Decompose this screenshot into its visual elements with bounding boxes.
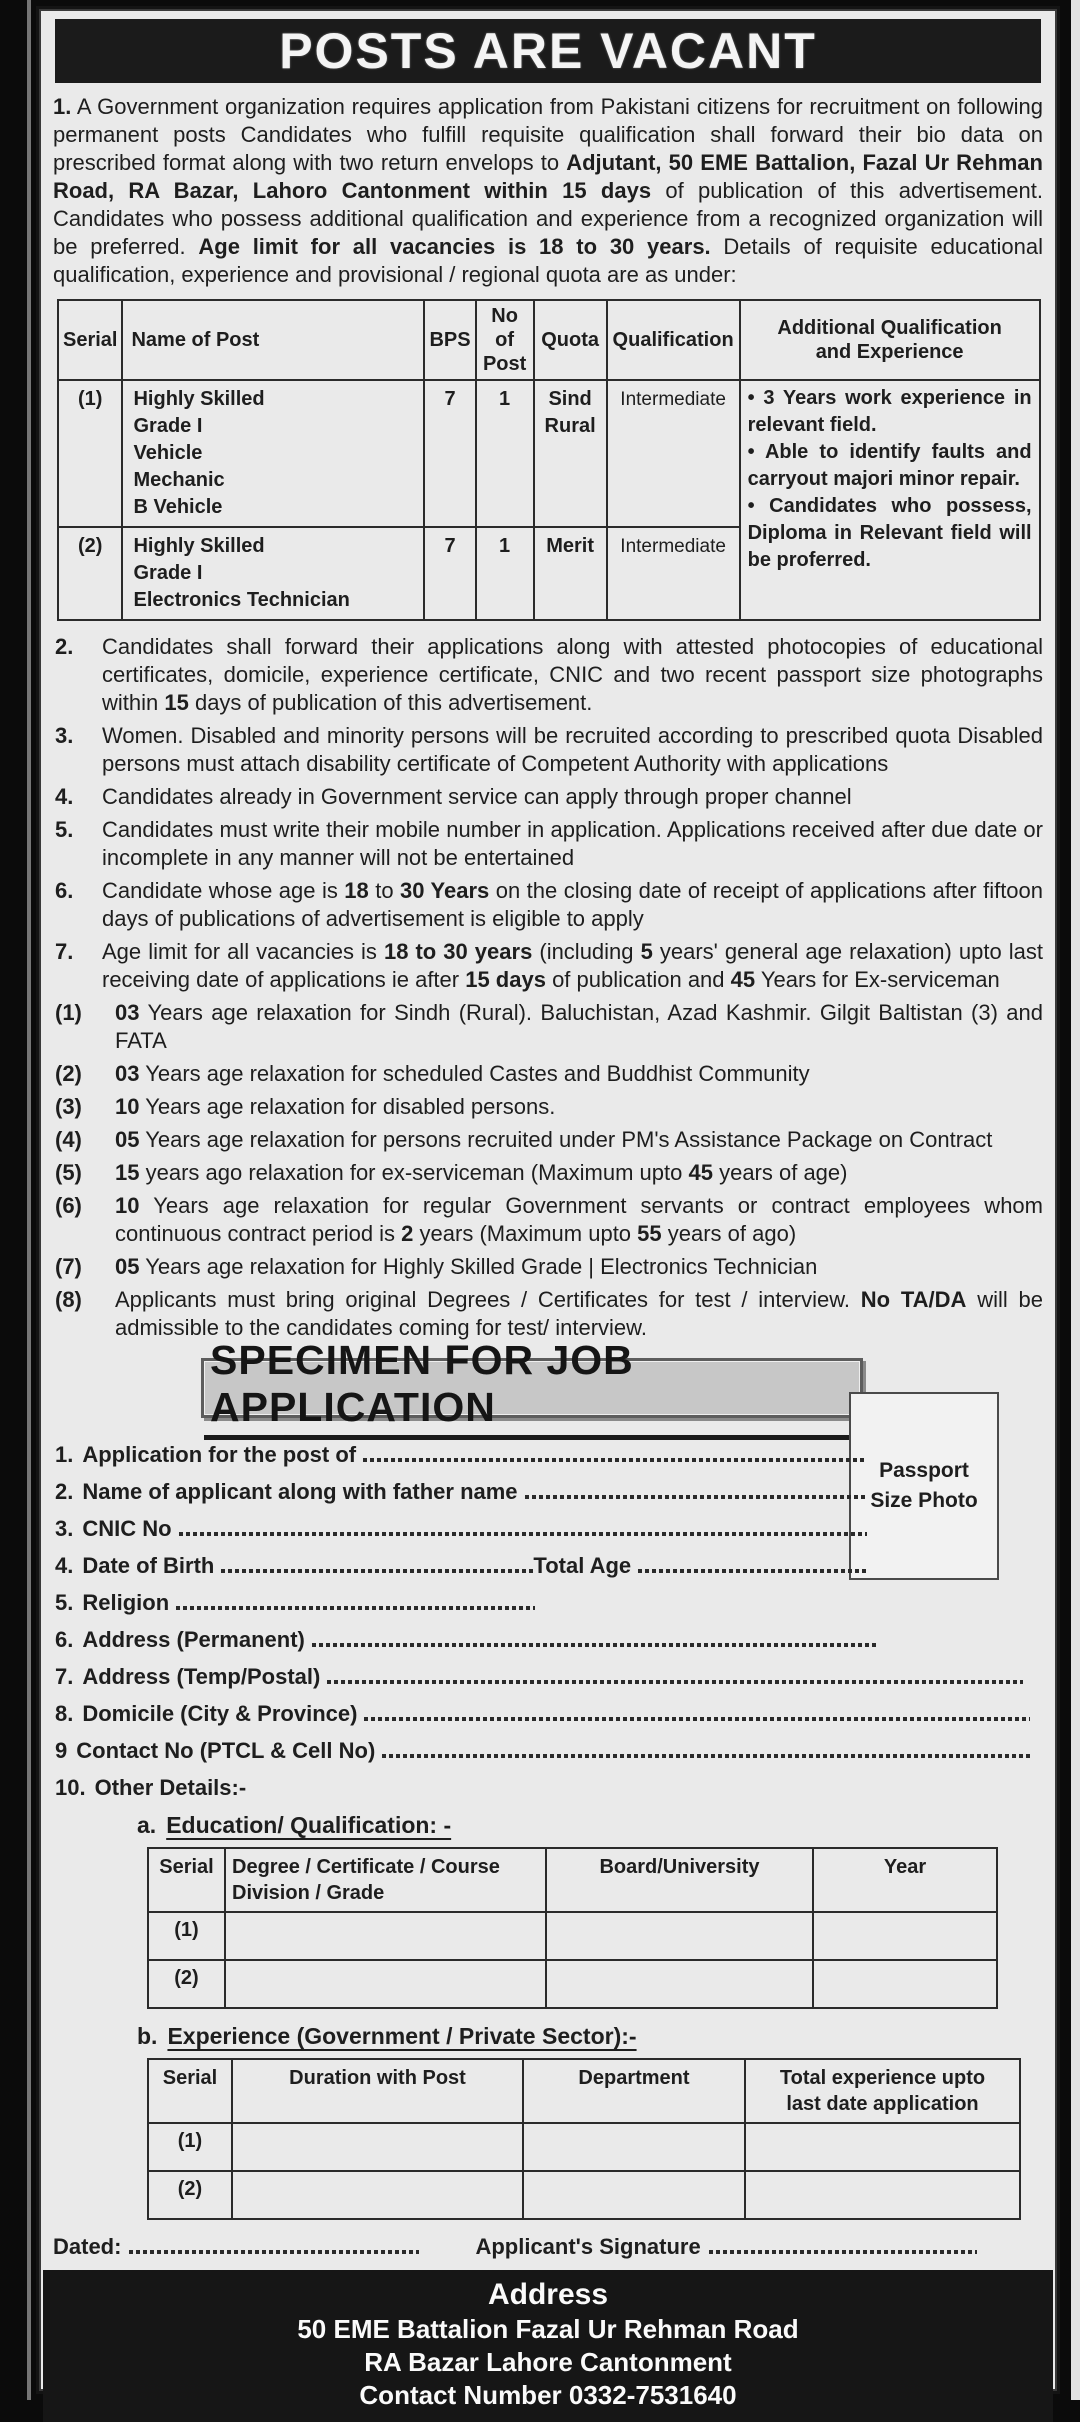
form-line-number: 4. [55,1553,74,1578]
text-segment: 15 [115,1160,140,1185]
posts-table-row [58,380,1040,527]
form-line [55,1664,1023,1689]
passport-box-line: Size Photo [870,1489,978,1512]
posts-table-header: No of Post [476,300,534,380]
serial-cell: (1) [148,2123,232,2171]
form-line [55,1590,535,1615]
sub-point-number: (4) [55,1127,82,1152]
scan-right-edge [1071,0,1080,2400]
empty-cell [546,1960,813,2008]
empty-cell [813,1912,997,1960]
experience-table-header: Department [523,2059,745,2123]
passport-box-line: Passport [879,1459,969,1482]
dated-signature-row [53,2234,1043,2260]
empty-cell [546,1912,813,1960]
relaxation-sub-point [55,1060,1043,1088]
form-field-label: Application for the post of [82,1442,357,1467]
experience-table-header: Duration with Post [232,2059,523,2123]
page-title: POSTS ARE VACANT [279,23,817,79]
posts-table-header: BPS [424,300,475,380]
education-row [148,1960,997,2008]
footer-address-title: Address [487,2278,609,2311]
post-count-cell: 1 [476,380,534,527]
form-fill-line [525,1495,867,1499]
sub-point-text [115,1126,1043,1154]
dated-fill-line [129,2250,419,2254]
form-field-label: Address (Temp/Postal) [82,1664,321,1689]
form-fill-line [638,1569,867,1573]
text-segment: Years age relaxation for Highly Skilled Grade | Electronics Technician [139,1254,818,1279]
form-field-label: Address (Permanent) [82,1627,305,1652]
form-field-label: Domicile (City & Province) [82,1701,358,1726]
sub-point-number: (7) [55,1254,82,1279]
experience-table-header: Serial [148,2059,232,2123]
sub-point-number: (5) [55,1160,82,1185]
text-segment: years' general age relaxation) upto last receiving date of applications ie after [102,939,1043,992]
form-line [55,1738,1030,1763]
form-fill-line [363,1458,867,1462]
text-segment: 15 [164,690,189,715]
sub-point-text [115,1192,1043,1248]
form-line-number: 3. [55,1516,74,1541]
text-segment: Candidate whose age is [102,878,345,903]
relaxation-sub-point [55,999,1043,1055]
text-segment: 45 [688,1160,713,1185]
posts-table-header: Additional Qualification and Experience [740,300,1040,380]
sub-point-text [115,1286,1043,1342]
education-label-title: Education/ Qualification: - [166,1812,452,1838]
text-segment: on the closing date of receipt of applications after fiftoon days of publications of advertisement is eligible to apply [102,878,1044,931]
point-number: 7. [55,939,74,964]
sub-point-number: (1) [55,1000,82,1025]
form-line [55,1479,867,1504]
application-form-section [53,1442,1043,1800]
point-text [102,633,1043,717]
text-segment: Years age relaxation for scheduled Castes and Buddhist Community [139,1061,810,1086]
empty-cell [232,2123,523,2171]
text-segment: Years age relaxation for disabled persons. [139,1094,556,1119]
signature-label: Applicant's Signature [475,2234,701,2259]
sub-point-number: (8) [55,1287,82,1312]
experience-row [148,2123,1020,2171]
relaxation-sub-point [55,1253,1043,1281]
relaxation-sub-point [55,1126,1043,1154]
point-number: 6. [55,878,74,903]
form-field-label: CNIC No [82,1516,172,1541]
education-table-header: Year [813,1848,997,1912]
sub-point-text [115,999,1043,1055]
specimen-title: SPECIMEN FOR JOB APPLICATION [204,1337,860,1440]
form-line-number: 2. [55,1479,74,1504]
form-fill-line [364,1717,1030,1721]
post-qualification-cell: Intermediate [607,527,740,620]
form-fill-line [312,1643,877,1647]
text-segment: 5 [640,939,653,964]
posts-table-header: Qualification [607,300,740,380]
signature-fill-line [709,2250,977,2254]
passport-photo-box [849,1392,999,1580]
empty-cell [225,1912,546,1960]
post-quota-cell: Sind Rural [534,380,607,527]
form-field-label: Contact No (PTCL & Cell No) [76,1738,376,1763]
education-label-prefix: a. [137,1812,157,1838]
education-table-header-row [148,1848,997,1912]
sub-point-number: (6) [55,1193,82,1218]
form-line-number: 7. [55,1664,74,1689]
additional-bullet: • Candidates who possess, Diploma in Relevant field will be proferred. [747,495,1032,571]
relaxation-sub-point [55,1093,1043,1121]
form-field-label: Other Details:- [94,1775,247,1800]
education-table-header: Serial [148,1848,225,1912]
post-additional-cell [740,380,1040,620]
footer-address-line: 50 EME Battalion Fazal Ur Rehman Road [297,2314,799,2344]
form-fill-line [327,1680,1023,1684]
post-name-cell: Highly Skilled Grade I Electronics Technician [122,527,424,620]
post-count-cell: 1 [476,527,534,620]
form-fill-line [176,1606,535,1610]
form-line [55,1701,1030,1726]
experience-table-header: Total experience upto last date application [745,2059,1020,2123]
experience-row [148,2171,1020,2219]
point-text [102,938,1043,994]
form-line-number: 6. [55,1627,74,1652]
form-line-number: 9 [55,1738,68,1763]
intro-paragraph [53,93,1043,289]
empty-cell [232,2171,523,2219]
text-segment: 10 [115,1094,140,1119]
point-number: 3. [55,723,74,748]
relaxation-sub-point [55,1192,1043,1248]
condition-point [55,816,1043,872]
text-segment: Years age relaxation for Sindh (Rural). Baluchistan, Azad Kashmir. Gilgit Baltistan (3) and FATA [115,1000,1043,1053]
form-line [55,1553,867,1578]
form-line-number: 8. [55,1701,74,1726]
text-segment: years (Maximum upto [413,1221,638,1246]
text-segment: of publication of this advertisement. Candidates who possess additional qualification and experience from a recognized organization will be preferred. [53,178,1043,259]
empty-cell [745,2123,1020,2171]
relaxation-sub-point [55,1286,1043,1342]
text-segment: to [368,878,401,903]
text-segment: will be admissible to the candidates coming for test/ interview. [115,1287,1043,1340]
text-segment: years ago relaxation for ex-serviceman (Maximum upto [139,1160,689,1185]
posts-table-header: Serial [58,300,122,380]
sub-point-text [115,1159,1043,1187]
post-qualification-cell: Intermediate [607,380,740,527]
scan-left-edge [27,0,31,2400]
text-segment: 10 [115,1193,140,1218]
education-row [148,1912,997,1960]
advertisement-page [36,6,1060,2410]
additional-bullet: • Able to identify faults and carryout majori minor repair. [747,441,1032,490]
form-fill-line [382,1754,1030,1758]
text-segment: No TA/DA [860,1287,967,1312]
text-segment: 55 [637,1221,662,1246]
education-table [147,1847,998,2009]
text-segment: Candidates already in Government service can apply through proper channel [102,784,852,809]
text-segment: 05 [115,1254,140,1279]
empty-cell [813,1960,997,2008]
experience-label-title: Experience (Government / Private Sector):- [167,2023,637,2049]
sub-point-number: (2) [55,1061,82,1086]
text-segment: A Government organization requires application from Pakistani citizens for recruitment on following permanent posts Candidates who fulfill requisite qualification shall forward their bio data on prescribed format along with two return envelops to [53,94,1043,175]
form-field-label: Date of Birth [82,1553,215,1578]
intro-number: 1. [53,94,72,119]
text-segment: Adjutant, 50 EME Battalion, Fazal Ur Rehman Road, RA Bazar, Lahoro Cantonment within 15 days [53,150,1043,203]
posts-table [57,299,1041,621]
experience-table [147,2058,1021,2220]
text-segment: 05 [115,1127,140,1152]
form-line [55,1627,877,1652]
text-segment: Age limit for all vacancies is 18 to 30 years. [198,234,711,259]
text-segment: 15 days [465,967,546,992]
conditions-list [55,633,1043,1342]
specimen-banner [201,1336,863,1430]
form-field-label: Religion [82,1590,170,1615]
post-quota-cell: Merit [534,527,607,620]
form-line [55,1442,867,1467]
text-segment: Age limit for all vacancies is [102,939,384,964]
post-bps-cell: 7 [424,380,475,527]
additional-bullet: • 3 Years work experience in relevant field. [747,387,1032,436]
form-field-label: Total Age [533,1553,632,1578]
relaxation-sub-point [55,1159,1043,1187]
point-text [102,783,1043,811]
text-segment: 45 [730,967,756,992]
footer-address-line: RA Bazar Lahore Cantonment [364,2347,732,2377]
text-segment: years of age) [712,1160,848,1185]
text-segment: 03 [115,1000,140,1025]
form-line-number: 5. [55,1590,74,1615]
form-fill-line [221,1569,533,1573]
text-segment: 03 [115,1061,140,1086]
experience-label-prefix: b. [137,2023,158,2049]
posts-table-header: Name of Post [122,300,424,380]
point-number: 5. [55,817,74,842]
condition-point [55,722,1043,778]
text-segment: (including [532,939,641,964]
point-text [102,722,1043,778]
sub-point-number: (3) [55,1094,82,1119]
empty-cell [225,1960,546,2008]
point-number: 2. [55,634,74,659]
form-line-number: 1. [55,1442,74,1467]
education-section-label [137,1812,1043,1839]
post-bps-cell: 7 [424,527,475,620]
form-line [55,1516,867,1541]
education-table-header: Degree / Certificate / Course Division / Grade [225,1848,546,1912]
posts-table-header-row [58,300,1040,380]
text-segment: of publication and [545,967,731,992]
footer-address-block [43,2270,1053,2422]
text-segment: years of ago) [661,1221,797,1246]
text-segment: 2 [401,1221,414,1246]
point-number: 4. [55,784,74,809]
title-banner [55,19,1041,83]
sub-point-text [115,1060,1043,1088]
text-segment: 18 [344,878,369,903]
text-segment: Years age relaxation for regular Government servants or contract employees whom continuous contract period is [115,1193,1043,1246]
experience-section-label [137,2023,1043,2050]
post-name-cell: Highly Skilled Grade I Vehicle Mechanic B Vehicle [122,380,424,527]
form-field-label: Name of applicant along with father name [82,1479,518,1504]
sub-point-text [115,1253,1043,1281]
empty-cell [523,2123,745,2171]
dated-label: Dated: [53,2234,122,2259]
education-table-header: Board/University [546,1848,813,1912]
text-segment: days of publication of this advertisement. [188,690,593,715]
text-segment: Women. Disabled and minority persons will be recruited according to prescribed quota Disabled persons must attach disability certificate of Competent Authority with applications [102,723,1043,776]
form-fill-line [179,1532,867,1536]
serial-cell: (1) [148,1912,225,1960]
condition-point [55,938,1043,994]
serial-cell: (2) [148,2171,232,2219]
post-serial-cell: (1) [58,380,122,527]
form-line [55,1775,455,1800]
text-segment: Years for Ex-serviceman [755,967,1000,992]
text-segment: Details of requisite educational qualification, experience and provisional / regional quota are as under: [53,234,1044,287]
text-segment: Applicants must bring original Degrees / Certificates for test / interview. [115,1287,861,1312]
text-segment: 18 to 30 years [383,939,533,964]
form-line-number: 10. [55,1775,86,1800]
empty-cell [523,2171,745,2219]
experience-table-header-row [148,2059,1020,2123]
condition-point [55,877,1043,933]
text-segment: 30 Years [400,878,490,903]
point-text [102,877,1043,933]
footer-address-line: Contact Number 0332-7531640 [359,2380,737,2410]
posts-table-header: Quota [534,300,607,380]
serial-cell: (2) [148,1960,225,2008]
text-segment: Candidates shall forward their applications along with attested photocopies of educational certificates, domicile, experience certificate, CNIC and two recent passport size photographs within [102,634,1043,715]
point-text [102,816,1043,872]
text-segment: Candidates must write their mobile number in application. Applications received after due date or incomplete in any manner will not be entertained [102,817,1043,870]
condition-point [55,633,1043,717]
post-serial-cell: (2) [58,527,122,620]
empty-cell [745,2171,1020,2219]
condition-point [55,783,1043,811]
sub-point-text [115,1093,1043,1121]
text-segment: Years age relaxation for persons recruited under PM's Assistance Package on Contract [139,1127,993,1152]
